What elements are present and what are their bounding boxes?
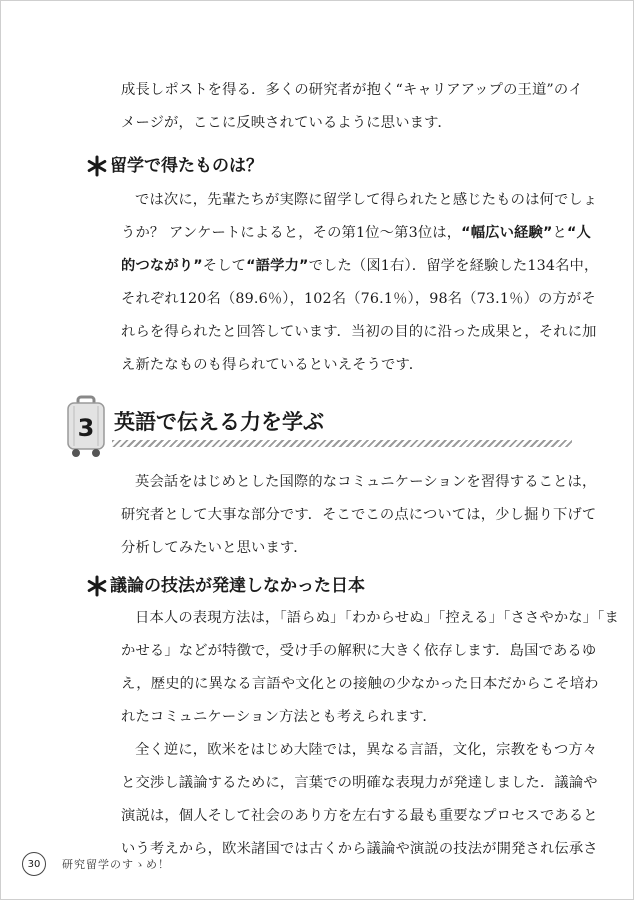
- text-span: でした（図1右）．留学を経験した134名中，: [308, 258, 599, 274]
- paragraph-western: [121, 734, 598, 866]
- text-line: え新たなものも得られているといえそうです．: [121, 357, 424, 373]
- bold-term: “幅広い経験”: [461, 225, 553, 241]
- text-span: うか？ アンケートによると，その第1位〜第3位は，: [121, 225, 462, 241]
- text-line: れたコミュニケーション方法とも考えられます．: [121, 709, 437, 725]
- subheading-giron: [86, 574, 365, 598]
- suitcase-icon: [66, 396, 106, 458]
- stripe-divider: [112, 440, 572, 447]
- text-span: そして: [202, 258, 247, 274]
- page-number: 30: [22, 852, 46, 876]
- text-line: では次に，先輩たちが実際に留学して得られたと感じたものは何でしょ: [135, 192, 598, 208]
- text-line: いう考えから，欧米諸国では古くから議論や演説の技法が開発され伝承さ: [121, 841, 598, 857]
- text-line: [121, 217, 591, 250]
- intro-paragraph: [121, 74, 583, 140]
- subheading-title: 議論の技法が発達しなかった日本: [110, 576, 365, 596]
- subheading-ryugaku: [86, 154, 263, 178]
- section-number: 3: [77, 414, 95, 442]
- section-title: 英語で伝える力を学ぶ: [114, 410, 324, 434]
- text-line: 日本人の表現方法は，「語らぬ」「わからせぬ」「控える」「ささやかな」「ま: [135, 610, 619, 626]
- section-3-header: [60, 396, 572, 460]
- paragraph-communication: [121, 466, 597, 565]
- page-footer: [22, 852, 170, 876]
- paragraph-japan: [121, 602, 619, 734]
- subheading-title: 留学で得たものは？: [110, 156, 263, 176]
- paragraph-results: [121, 184, 599, 382]
- text-line: 演説は，個人そして社会のあり方を左右する最も重要なプロセスであると: [121, 808, 598, 824]
- text-span: と: [552, 225, 567, 241]
- book-title: 研究留学のすゝめ！: [62, 858, 170, 871]
- text-line: れらを得られたと回答しています．当初の目的に沿った成果と，それに加: [121, 324, 597, 340]
- text-line: 英会話をはじめとした国際的なコミュニケーションを習得することは，: [135, 474, 597, 490]
- text-line: と交渉し議論するために，言葉での明確な表現力が発達しました．議論や: [121, 775, 598, 791]
- bold-term: “人: [566, 225, 591, 241]
- text-line: え，歴史的に異なる言語や文化との接触の少なかった日本だからこそ培わ: [121, 676, 599, 692]
- text-line: それぞれ120名（89.6％），102名（76.1％），98名（73.1％）の方がそ: [121, 291, 596, 307]
- star-icon: [86, 155, 108, 177]
- text-line: 全く逆に，欧米をはじめ大陸では，異なる言語，文化，宗教をもつ方々: [135, 742, 598, 758]
- text-line: 分析してみたいと思います．: [121, 540, 308, 556]
- text-line: 成長しポストを得る．多くの研究者が抱く“キャリアアップの王道”のイ: [121, 82, 583, 98]
- bold-term: “語学力”: [246, 258, 309, 274]
- star-icon: [86, 575, 108, 597]
- bold-term: 的つながり”: [121, 258, 203, 274]
- text-line: かせる」などが特徴で，受け手の解釈に大きく依存します．島国であるゆ: [121, 643, 597, 659]
- text-line: メージが，ここに反映されているように思います．: [121, 115, 452, 131]
- text-line: 研究者として大事な部分です．そこでこの点については，少し掘り下げて: [121, 507, 597, 523]
- text-line: [121, 250, 599, 283]
